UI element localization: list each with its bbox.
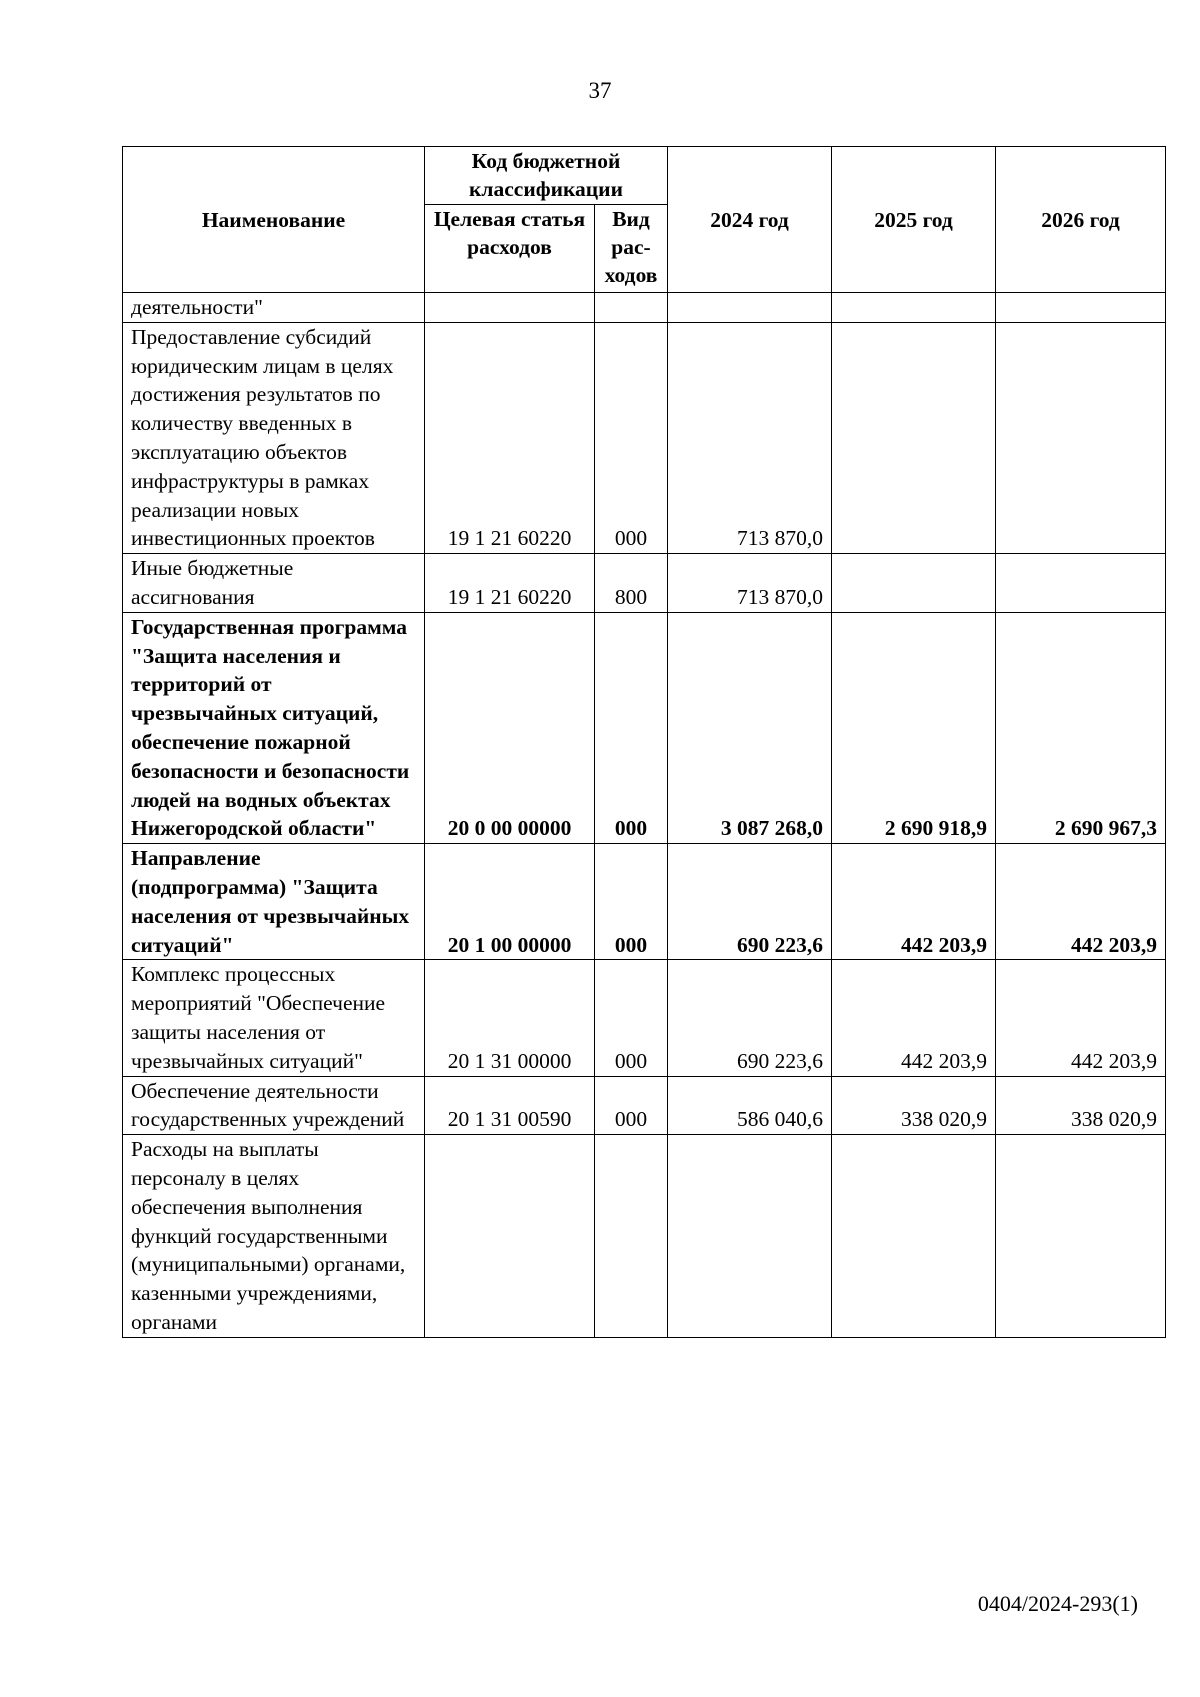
- row-vid: 000: [595, 1076, 668, 1135]
- row-name: Направление (подпрограмма) "Защита населения от чрезвычайных ситуаций": [123, 844, 425, 960]
- row-2026: [996, 554, 1166, 613]
- row-2026: 338 020,9: [996, 1076, 1166, 1135]
- row-2025: [832, 322, 996, 553]
- row-2026: 442 203,9: [996, 960, 1166, 1076]
- row-code: 20 1 31 00000: [425, 960, 595, 1076]
- table-row: [123, 1076, 1166, 1135]
- row-code: 19 1 21 60220: [425, 322, 595, 553]
- header-2024: 2024 год: [668, 147, 832, 293]
- row-2025: [832, 554, 996, 613]
- row-2024: 690 223,6: [668, 960, 832, 1076]
- row-name: Предоставление субсидий юридическим лицам в целях достижения результатов по количеству введенных в эксплуатацию объектов инфраструктуры в рамках реализации новых инвестиционных проектов: [123, 322, 425, 553]
- row-name: Расходы на выплаты персоналу в целях обеспечения выполнения функций государственными (муниципальными) органами, казенными учреждениями, органами: [123, 1135, 425, 1338]
- table-row: [123, 293, 1166, 323]
- row-2026: 442 203,9: [996, 844, 1166, 960]
- row-2025: [832, 1135, 996, 1338]
- row-vid: [595, 293, 668, 323]
- row-code: [425, 293, 595, 323]
- row-2026: [996, 1135, 1166, 1338]
- row-code: [425, 1135, 595, 1338]
- row-2024: [668, 293, 832, 323]
- row-2025: 338 020,9: [832, 1076, 996, 1135]
- header-2025: 2025 год: [832, 147, 996, 293]
- table-row: [123, 612, 1166, 843]
- row-2026: [996, 322, 1166, 553]
- row-2026: 2 690 967,3: [996, 612, 1166, 843]
- row-name: Иные бюджетные ассигнования: [123, 554, 425, 613]
- row-2025: 442 203,9: [832, 960, 996, 1076]
- header-target-article: Целевая статья расходов: [425, 205, 595, 293]
- row-vid: 000: [595, 322, 668, 553]
- row-2025: [832, 293, 996, 323]
- row-code: 19 1 21 60220: [425, 554, 595, 613]
- row-code: 20 1 31 00590: [425, 1076, 595, 1135]
- row-vid: 000: [595, 960, 668, 1076]
- row-vid: [595, 1135, 668, 1338]
- document-code: 0404/2024-293(1): [977, 1591, 1138, 1616]
- row-code: 20 0 00 00000: [425, 612, 595, 843]
- row-2024: 690 223,6: [668, 844, 832, 960]
- row-2025: 442 203,9: [832, 844, 996, 960]
- table-row: [123, 554, 1166, 613]
- row-2024: 713 870,0: [668, 322, 832, 553]
- header-code-group: Код бюджетной классификации: [425, 147, 668, 205]
- row-vid: 000: [595, 612, 668, 843]
- header-name: Наименование: [123, 147, 425, 293]
- row-2024: 713 870,0: [668, 554, 832, 613]
- table-row: [123, 322, 1166, 553]
- row-2026: [996, 293, 1166, 323]
- row-2025: 2 690 918,9: [832, 612, 996, 843]
- table-row: [123, 844, 1166, 960]
- row-name: Обеспечение деятельности государственных учреждений: [123, 1076, 425, 1135]
- row-2024: 3 087 268,0: [668, 612, 832, 843]
- row-name: Комплекс процессных мероприятий "Обеспечение защиты населения от чрезвычайных ситуаций": [123, 960, 425, 1076]
- row-code: 20 1 00 00000: [425, 844, 595, 960]
- row-vid: 800: [595, 554, 668, 613]
- row-2024: 586 040,6: [668, 1076, 832, 1135]
- page-number: 37: [588, 78, 612, 103]
- table-row: [123, 1135, 1166, 1338]
- row-vid: 000: [595, 844, 668, 960]
- row-name: Государственная программа "Защита населения и территорий от чрезвычайных ситуаций, обеспечение пожарной безопасности и безопасности людей на водных объектах Нижегородской области": [123, 612, 425, 843]
- header-expense-type: Вид рас-ходов: [595, 205, 668, 293]
- row-name: деятельности": [123, 293, 425, 323]
- header-2026: 2026 год: [996, 147, 1166, 293]
- row-2024: [668, 1135, 832, 1338]
- table-row: [123, 960, 1166, 1076]
- budget-table: [122, 146, 1166, 1338]
